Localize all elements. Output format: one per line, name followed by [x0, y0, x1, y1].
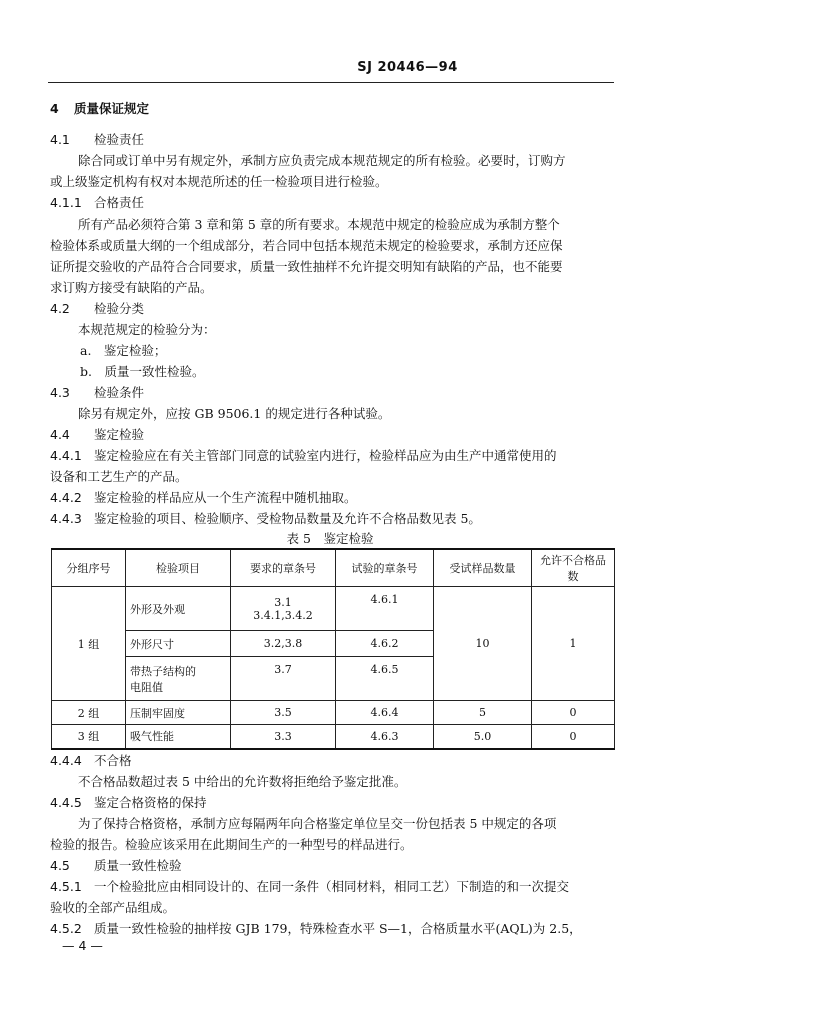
- req-cell: 3.5: [231, 701, 336, 725]
- qty-cell: 5: [434, 701, 532, 725]
- group-label: 1 组: [52, 587, 126, 701]
- paragraph-line: 证所提交验收的产品符合合同要求，质量一致性抽样不允许提交明知有缺陷的产品，也不能要: [50, 259, 563, 274]
- table-row: [52, 701, 615, 725]
- table-header-row: [52, 549, 615, 587]
- paragraph-line: 为了保持合格资格，承制方应每隔两年向合格鉴定单位呈交一份包括表 5 中规定的各项: [78, 816, 557, 831]
- req-cell: 3.7: [231, 657, 336, 701]
- item-cell: 压制牢固度: [126, 701, 231, 725]
- col-header: 检验项目: [126, 549, 231, 587]
- test-cell: 4.6.5: [336, 657, 434, 701]
- heading-4-3: 4.3 检验条件: [50, 385, 145, 400]
- paragraph-line: 除另有规定外，应按 GB 9506.1 的规定进行各种试验。: [78, 406, 391, 421]
- col-header: 分组序号: [52, 549, 126, 587]
- item-cell: 带热子结构的 电阻值: [126, 657, 231, 701]
- paragraph-line: 不合格品数超过表 5 中给出的允许数将拒绝给予鉴定批准。: [78, 774, 407, 789]
- allow-cell: 1: [532, 587, 615, 701]
- heading-4-4-2: 4.4.2 鉴定检验的样品应从一个生产流程中随机抽取。: [50, 490, 357, 505]
- item-cell: 吸气性能: [126, 725, 231, 749]
- paragraph-line: 本规范规定的检验分为：: [78, 322, 216, 337]
- allow-cell: 0: [532, 701, 615, 725]
- section-heading-4: 4 质量保证规定: [50, 101, 150, 116]
- paragraph-line: 检验体系或质量大纲的一个组成部分，若合同中包括本规范未规定的检验要求，承制方还应保: [50, 238, 563, 253]
- test-cell: 4.6.2: [336, 631, 434, 657]
- col-header: 要求的章条号: [231, 549, 336, 587]
- qty-cell: 5.0: [434, 725, 532, 749]
- paragraph-line: 检验的报告。检验应该采用在此期间生产的一种型号的样品进行。: [50, 837, 413, 852]
- paragraph-line: 验收的全部产品组成。: [50, 900, 176, 915]
- heading-4-4-5: 4.4.5 鉴定合格资格的保持: [50, 795, 207, 810]
- heading-4-4-3: 4.4.3 鉴定检验的项目、检验顺序、受检物品数量及允许不合格品数见表 5。: [50, 511, 481, 526]
- table-caption: 表 5 鉴定检验: [286, 531, 374, 546]
- heading-4-1: 4.1 检验责任: [50, 132, 145, 147]
- list-item: b. 质量一致性检验。: [80, 364, 205, 379]
- paragraph-line: 除合同或订单中另有规定外，承制方应负责完成本规范规定的所有检验。必要时，订购方: [78, 153, 566, 168]
- qty-cell: 10: [434, 587, 532, 701]
- paragraph-line: 所有产品必须符合第 3 章和第 5 章的所有要求。本规范中规定的检验应成为承制方整个: [78, 217, 560, 232]
- req-cell: 3.3: [231, 725, 336, 749]
- heading-4-4: 4.4 鉴定检验: [50, 427, 145, 442]
- heading-4-5-1: 4.5.1 一个检验批应由相同设计的、在同一条件（相同材料，相同工艺）下制造的和一次提交: [50, 879, 570, 894]
- paragraph-line: 求订购方接受有缺陷的产品。: [50, 280, 213, 295]
- group-label: 2 组: [52, 701, 126, 725]
- heading-4-5-2: 4.5.2 质量一致性检验的抽样按 GJB 179，特殊检查水平 S—1，合格质量水平(AQL)为 2.5，: [50, 921, 582, 936]
- document-code: SJ 20446—94: [357, 60, 458, 75]
- item-cell: 外形尺寸: [126, 631, 231, 657]
- test-cell: 4.6.3: [336, 725, 434, 749]
- req-cell: 3.2,3.8: [231, 631, 336, 657]
- col-header: 受试样品数量: [434, 549, 532, 587]
- qualification-table: [51, 548, 615, 750]
- table-row: [52, 587, 615, 631]
- col-header: 允许不合格品数: [532, 549, 615, 587]
- heading-4-2: 4.2 检验分类: [50, 301, 145, 316]
- item-cell: 外形及外观: [126, 587, 231, 631]
- col-header: 试验的章条号: [336, 549, 434, 587]
- header-rule: [48, 82, 614, 83]
- paragraph-line: 或上级鉴定机构有权对本规范所述的任一检验项目进行检验。: [50, 174, 388, 189]
- paragraph-line: 设备和工艺生产的产品。: [50, 469, 188, 484]
- list-item: a. 鉴定检验；: [80, 343, 167, 358]
- test-cell: 4.6.4: [336, 701, 434, 725]
- table-row: [52, 725, 615, 749]
- heading-4-1-1: 4.1.1 合格责任: [50, 195, 145, 210]
- heading-4-5: 4.5 质量一致性检验: [50, 858, 182, 873]
- req-cell: 3.1 3.4.1,3.4.2: [231, 587, 336, 631]
- heading-4-4-1: 4.4.1 鉴定检验应在有关主管部门同意的试验室内进行，检验样品应为由生产中通常使用的: [50, 448, 557, 463]
- heading-4-4-4: 4.4.4 不合格: [50, 753, 132, 768]
- test-cell: 4.6.1: [336, 587, 434, 631]
- page-number: — 4 —: [62, 938, 103, 953]
- allow-cell: 0: [532, 725, 615, 749]
- group-label: 3 组: [52, 725, 126, 749]
